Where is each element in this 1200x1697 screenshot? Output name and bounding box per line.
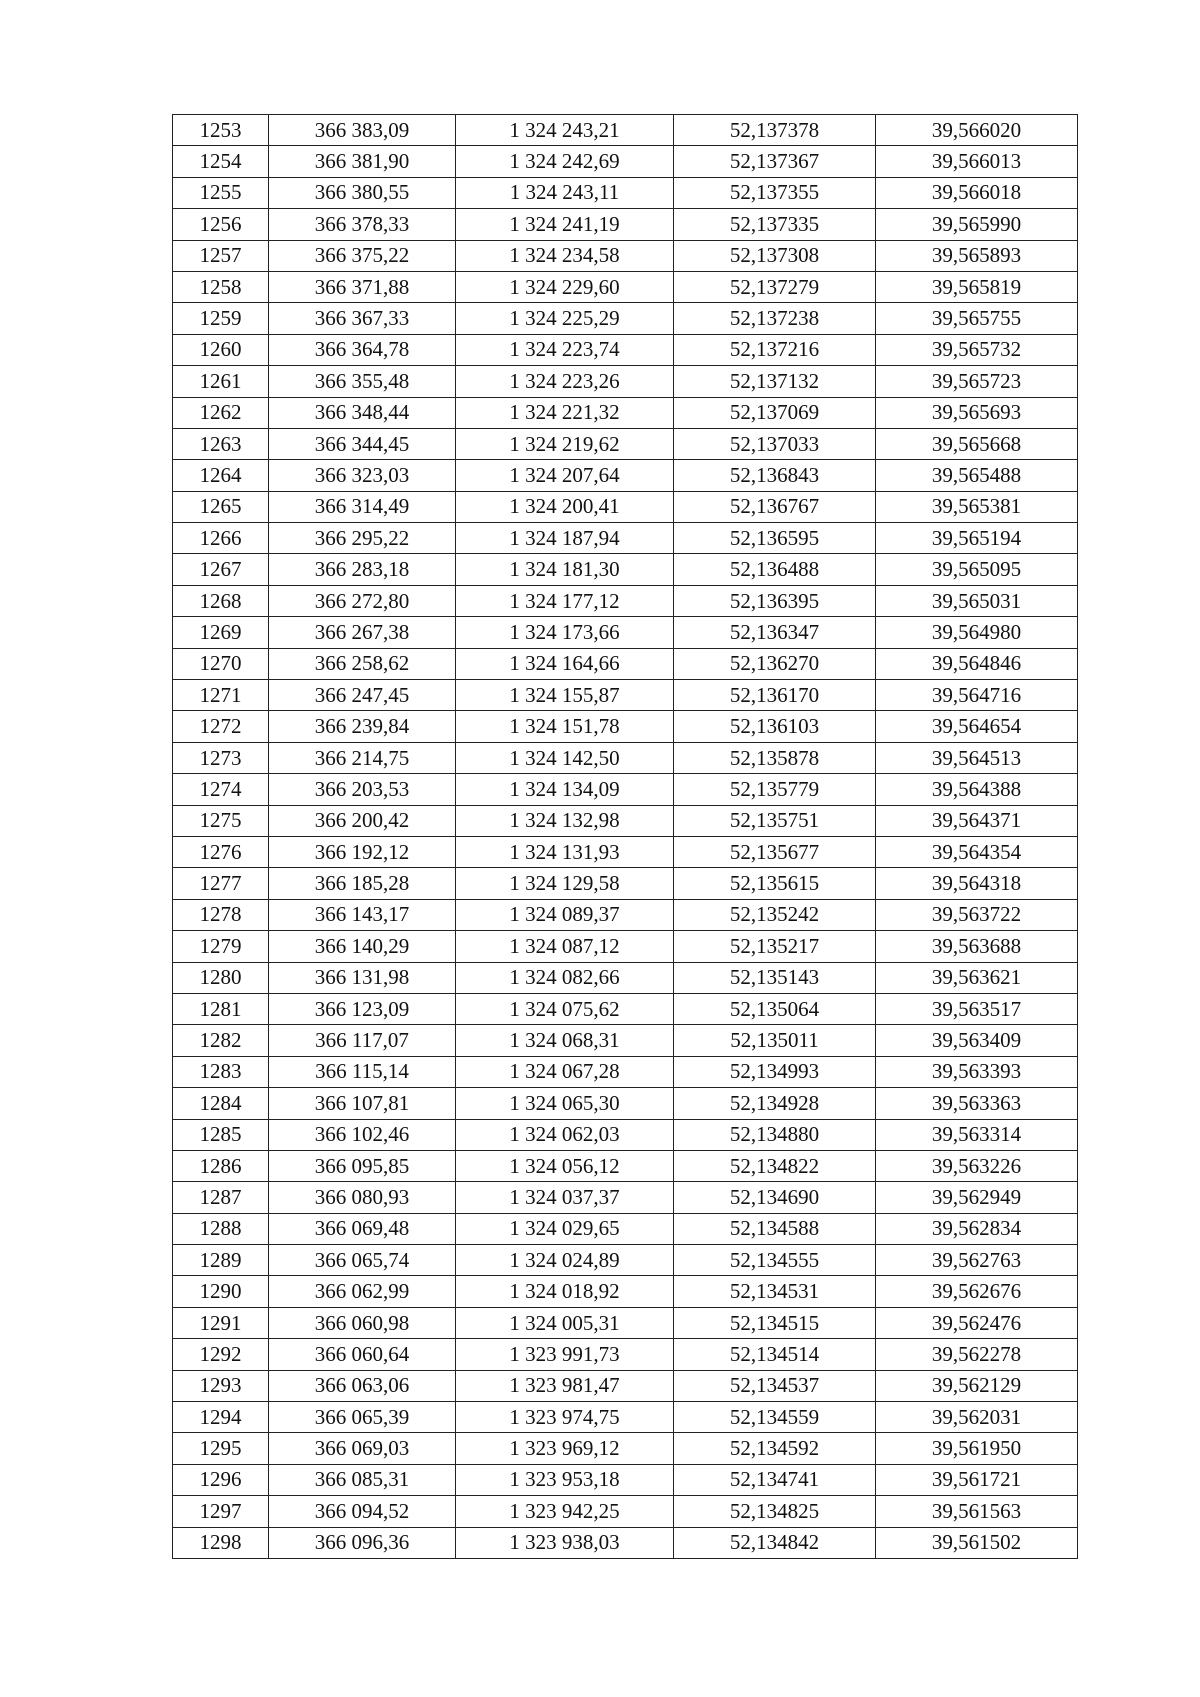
point-number-cell: 1263 — [173, 428, 269, 459]
x-coordinate-cell: 366 065,39 — [269, 1402, 456, 1433]
latitude-cell: 52,134537 — [674, 1370, 876, 1401]
longitude-cell: 39,565031 — [876, 585, 1078, 616]
point-number-cell: 1254 — [173, 146, 269, 177]
latitude-cell: 52,137308 — [674, 240, 876, 271]
longitude-cell: 39,563517 — [876, 993, 1078, 1024]
longitude-cell: 39,563621 — [876, 962, 1078, 993]
y-coordinate-cell: 1 324 225,29 — [456, 303, 674, 334]
longitude-cell: 39,564654 — [876, 711, 1078, 742]
y-coordinate-cell: 1 324 132,98 — [456, 805, 674, 836]
point-number-cell: 1275 — [173, 805, 269, 836]
latitude-cell: 52,136843 — [674, 460, 876, 491]
longitude-cell: 39,565381 — [876, 491, 1078, 522]
point-number-cell: 1270 — [173, 648, 269, 679]
table-row — [173, 1056, 1078, 1087]
y-coordinate-cell: 1 324 243,21 — [456, 115, 674, 146]
y-coordinate-cell: 1 323 991,73 — [456, 1339, 674, 1370]
latitude-cell: 52,134880 — [674, 1119, 876, 1150]
x-coordinate-cell: 366 062,99 — [269, 1276, 456, 1307]
y-coordinate-cell: 1 323 938,03 — [456, 1527, 674, 1558]
point-number-cell: 1286 — [173, 1150, 269, 1181]
y-coordinate-cell: 1 324 221,32 — [456, 397, 674, 428]
y-coordinate-cell: 1 323 974,75 — [456, 1402, 674, 1433]
latitude-cell: 52,137069 — [674, 397, 876, 428]
point-number-cell: 1282 — [173, 1025, 269, 1056]
latitude-cell: 52,134514 — [674, 1339, 876, 1370]
longitude-cell: 39,561950 — [876, 1433, 1078, 1464]
longitude-cell: 39,566018 — [876, 177, 1078, 208]
y-coordinate-cell: 1 324 207,64 — [456, 460, 674, 491]
point-number-cell: 1290 — [173, 1276, 269, 1307]
longitude-cell: 39,563393 — [876, 1056, 1078, 1087]
y-coordinate-cell: 1 324 062,03 — [456, 1119, 674, 1150]
y-coordinate-cell: 1 323 953,18 — [456, 1464, 674, 1495]
longitude-cell: 39,565095 — [876, 554, 1078, 585]
table-row — [173, 554, 1078, 585]
y-coordinate-cell: 1 324 229,60 — [456, 271, 674, 302]
longitude-cell: 39,565488 — [876, 460, 1078, 491]
x-coordinate-cell: 366 085,31 — [269, 1464, 456, 1495]
y-coordinate-cell: 1 324 134,09 — [456, 774, 674, 805]
y-coordinate-cell: 1 324 223,26 — [456, 366, 674, 397]
x-coordinate-cell: 366 378,33 — [269, 209, 456, 240]
latitude-cell: 52,134531 — [674, 1276, 876, 1307]
table-row — [173, 836, 1078, 867]
latitude-cell: 52,135217 — [674, 931, 876, 962]
point-number-cell: 1253 — [173, 115, 269, 146]
x-coordinate-cell: 366 069,03 — [269, 1433, 456, 1464]
table-row — [173, 366, 1078, 397]
y-coordinate-cell: 1 324 068,31 — [456, 1025, 674, 1056]
x-coordinate-cell: 366 094,52 — [269, 1496, 456, 1527]
y-coordinate-cell: 1 324 067,28 — [456, 1056, 674, 1087]
latitude-cell: 52,134928 — [674, 1088, 876, 1119]
point-number-cell: 1257 — [173, 240, 269, 271]
latitude-cell: 52,134588 — [674, 1213, 876, 1244]
y-coordinate-cell: 1 324 056,12 — [456, 1150, 674, 1181]
point-number-cell: 1284 — [173, 1088, 269, 1119]
longitude-cell: 39,563226 — [876, 1150, 1078, 1181]
table-row — [173, 648, 1078, 679]
longitude-cell: 39,565755 — [876, 303, 1078, 334]
latitude-cell: 52,135878 — [674, 742, 876, 773]
longitude-cell: 39,565893 — [876, 240, 1078, 271]
longitude-cell: 39,564354 — [876, 836, 1078, 867]
point-number-cell: 1262 — [173, 397, 269, 428]
latitude-cell: 52,137279 — [674, 271, 876, 302]
longitude-cell: 39,565693 — [876, 397, 1078, 428]
table-row — [173, 931, 1078, 962]
longitude-cell: 39,562834 — [876, 1213, 1078, 1244]
y-coordinate-cell: 1 324 142,50 — [456, 742, 674, 773]
table-row — [173, 1150, 1078, 1181]
y-coordinate-cell: 1 323 981,47 — [456, 1370, 674, 1401]
table-row — [173, 460, 1078, 491]
table-row — [173, 1025, 1078, 1056]
latitude-cell: 52,134515 — [674, 1307, 876, 1338]
table-row — [173, 899, 1078, 930]
point-number-cell: 1296 — [173, 1464, 269, 1495]
x-coordinate-cell: 366 200,42 — [269, 805, 456, 836]
y-coordinate-cell: 1 324 065,30 — [456, 1088, 674, 1119]
y-coordinate-cell: 1 324 075,62 — [456, 993, 674, 1024]
latitude-cell: 52,137033 — [674, 428, 876, 459]
longitude-cell: 39,564846 — [876, 648, 1078, 679]
y-coordinate-cell: 1 324 241,19 — [456, 209, 674, 240]
x-coordinate-cell: 366 107,81 — [269, 1088, 456, 1119]
longitude-cell: 39,566020 — [876, 115, 1078, 146]
latitude-cell: 52,135751 — [674, 805, 876, 836]
longitude-cell: 39,563363 — [876, 1088, 1078, 1119]
latitude-cell: 52,137132 — [674, 366, 876, 397]
latitude-cell: 52,134555 — [674, 1245, 876, 1276]
point-number-cell: 1293 — [173, 1370, 269, 1401]
latitude-cell: 52,137367 — [674, 146, 876, 177]
coordinates-table-body — [173, 115, 1078, 1559]
latitude-cell: 52,135064 — [674, 993, 876, 1024]
table-row — [173, 1307, 1078, 1338]
x-coordinate-cell: 366 095,85 — [269, 1150, 456, 1181]
x-coordinate-cell: 366 283,18 — [269, 554, 456, 585]
point-number-cell: 1298 — [173, 1527, 269, 1558]
x-coordinate-cell: 366 115,14 — [269, 1056, 456, 1087]
longitude-cell: 39,564371 — [876, 805, 1078, 836]
table-row — [173, 271, 1078, 302]
table-row — [173, 303, 1078, 334]
y-coordinate-cell: 1 324 242,69 — [456, 146, 674, 177]
point-number-cell: 1266 — [173, 523, 269, 554]
longitude-cell: 39,566013 — [876, 146, 1078, 177]
x-coordinate-cell: 366 123,09 — [269, 993, 456, 1024]
x-coordinate-cell: 366 295,22 — [269, 523, 456, 554]
latitude-cell: 52,134690 — [674, 1182, 876, 1213]
table-row — [173, 868, 1078, 899]
longitude-cell: 39,561563 — [876, 1496, 1078, 1527]
latitude-cell: 52,136170 — [674, 680, 876, 711]
point-number-cell: 1291 — [173, 1307, 269, 1338]
latitude-cell: 52,136395 — [674, 585, 876, 616]
x-coordinate-cell: 366 214,75 — [269, 742, 456, 773]
x-coordinate-cell: 366 380,55 — [269, 177, 456, 208]
point-number-cell: 1259 — [173, 303, 269, 334]
latitude-cell: 52,136488 — [674, 554, 876, 585]
longitude-cell: 39,564716 — [876, 680, 1078, 711]
table-row — [173, 240, 1078, 271]
point-number-cell: 1297 — [173, 1496, 269, 1527]
latitude-cell: 52,137335 — [674, 209, 876, 240]
latitude-cell: 52,135242 — [674, 899, 876, 930]
y-coordinate-cell: 1 324 024,89 — [456, 1245, 674, 1276]
table-row — [173, 585, 1078, 616]
point-number-cell: 1287 — [173, 1182, 269, 1213]
x-coordinate-cell: 366 381,90 — [269, 146, 456, 177]
table-row — [173, 774, 1078, 805]
longitude-cell: 39,565819 — [876, 271, 1078, 302]
latitude-cell: 52,135677 — [674, 836, 876, 867]
latitude-cell: 52,136103 — [674, 711, 876, 742]
point-number-cell: 1271 — [173, 680, 269, 711]
table-row — [173, 491, 1078, 522]
longitude-cell: 39,565194 — [876, 523, 1078, 554]
latitude-cell: 52,134825 — [674, 1496, 876, 1527]
x-coordinate-cell: 366 102,46 — [269, 1119, 456, 1150]
point-number-cell: 1267 — [173, 554, 269, 585]
x-coordinate-cell: 366 348,44 — [269, 397, 456, 428]
point-number-cell: 1283 — [173, 1056, 269, 1087]
y-coordinate-cell: 1 324 200,41 — [456, 491, 674, 522]
point-number-cell: 1278 — [173, 899, 269, 930]
point-number-cell: 1292 — [173, 1339, 269, 1370]
point-number-cell: 1261 — [173, 366, 269, 397]
longitude-cell: 39,565723 — [876, 366, 1078, 397]
x-coordinate-cell: 366 203,53 — [269, 774, 456, 805]
x-coordinate-cell: 366 383,09 — [269, 115, 456, 146]
y-coordinate-cell: 1 324 223,74 — [456, 334, 674, 365]
y-coordinate-cell: 1 324 087,12 — [456, 931, 674, 962]
longitude-cell: 39,563722 — [876, 899, 1078, 930]
x-coordinate-cell: 366 080,93 — [269, 1182, 456, 1213]
table-row — [173, 805, 1078, 836]
table-row — [173, 397, 1078, 428]
table-row — [173, 1119, 1078, 1150]
table-row — [173, 146, 1078, 177]
point-number-cell: 1279 — [173, 931, 269, 962]
point-number-cell: 1294 — [173, 1402, 269, 1433]
x-coordinate-cell: 366 143,17 — [269, 899, 456, 930]
y-coordinate-cell: 1 324 151,78 — [456, 711, 674, 742]
point-number-cell: 1276 — [173, 836, 269, 867]
latitude-cell: 52,135143 — [674, 962, 876, 993]
y-coordinate-cell: 1 324 155,87 — [456, 680, 674, 711]
longitude-cell: 39,564513 — [876, 742, 1078, 773]
longitude-cell: 39,564388 — [876, 774, 1078, 805]
point-number-cell: 1264 — [173, 460, 269, 491]
table-row — [173, 1370, 1078, 1401]
table-row — [173, 711, 1078, 742]
latitude-cell: 52,136270 — [674, 648, 876, 679]
table-row — [173, 115, 1078, 146]
table-row — [173, 1339, 1078, 1370]
table-row — [173, 1245, 1078, 1276]
x-coordinate-cell: 366 192,12 — [269, 836, 456, 867]
coordinates-table — [172, 114, 1078, 1559]
point-number-cell: 1285 — [173, 1119, 269, 1150]
point-number-cell: 1268 — [173, 585, 269, 616]
latitude-cell: 52,134993 — [674, 1056, 876, 1087]
longitude-cell: 39,563409 — [876, 1025, 1078, 1056]
point-number-cell: 1265 — [173, 491, 269, 522]
table-row — [173, 1088, 1078, 1119]
y-coordinate-cell: 1 324 018,92 — [456, 1276, 674, 1307]
longitude-cell: 39,564318 — [876, 868, 1078, 899]
longitude-cell: 39,562949 — [876, 1182, 1078, 1213]
table-row — [173, 680, 1078, 711]
latitude-cell: 52,137378 — [674, 115, 876, 146]
longitude-cell: 39,565990 — [876, 209, 1078, 240]
x-coordinate-cell: 366 060,98 — [269, 1307, 456, 1338]
x-coordinate-cell: 366 096,36 — [269, 1527, 456, 1558]
longitude-cell: 39,563688 — [876, 931, 1078, 962]
y-coordinate-cell: 1 324 129,58 — [456, 868, 674, 899]
table-row — [173, 1402, 1078, 1433]
table-row — [173, 1527, 1078, 1558]
y-coordinate-cell: 1 324 029,65 — [456, 1213, 674, 1244]
x-coordinate-cell: 366 371,88 — [269, 271, 456, 302]
latitude-cell: 52,134592 — [674, 1433, 876, 1464]
table-row — [173, 1464, 1078, 1495]
point-number-cell: 1277 — [173, 868, 269, 899]
latitude-cell: 52,137216 — [674, 334, 876, 365]
point-number-cell: 1255 — [173, 177, 269, 208]
y-coordinate-cell: 1 323 942,25 — [456, 1496, 674, 1527]
x-coordinate-cell: 366 375,22 — [269, 240, 456, 271]
latitude-cell: 52,135011 — [674, 1025, 876, 1056]
point-number-cell: 1295 — [173, 1433, 269, 1464]
longitude-cell: 39,562031 — [876, 1402, 1078, 1433]
longitude-cell: 39,562278 — [876, 1339, 1078, 1370]
longitude-cell: 39,562676 — [876, 1276, 1078, 1307]
longitude-cell: 39,561502 — [876, 1527, 1078, 1558]
y-coordinate-cell: 1 324 037,37 — [456, 1182, 674, 1213]
longitude-cell: 39,562763 — [876, 1245, 1078, 1276]
x-coordinate-cell: 366 117,07 — [269, 1025, 456, 1056]
table-row — [173, 1276, 1078, 1307]
latitude-cell: 52,135779 — [674, 774, 876, 805]
longitude-cell: 39,564980 — [876, 617, 1078, 648]
latitude-cell: 52,134559 — [674, 1402, 876, 1433]
y-coordinate-cell: 1 324 187,94 — [456, 523, 674, 554]
y-coordinate-cell: 1 324 219,62 — [456, 428, 674, 459]
table-row — [173, 1182, 1078, 1213]
x-coordinate-cell: 366 272,80 — [269, 585, 456, 616]
table-row — [173, 209, 1078, 240]
point-number-cell: 1273 — [173, 742, 269, 773]
x-coordinate-cell: 366 364,78 — [269, 334, 456, 365]
x-coordinate-cell: 366 239,84 — [269, 711, 456, 742]
table-row — [173, 428, 1078, 459]
latitude-cell: 52,134822 — [674, 1150, 876, 1181]
y-coordinate-cell: 1 324 243,11 — [456, 177, 674, 208]
x-coordinate-cell: 366 323,03 — [269, 460, 456, 491]
longitude-cell: 39,561721 — [876, 1464, 1078, 1495]
table-row — [173, 1496, 1078, 1527]
x-coordinate-cell: 366 344,45 — [269, 428, 456, 459]
table-row — [173, 962, 1078, 993]
point-number-cell: 1272 — [173, 711, 269, 742]
latitude-cell: 52,134842 — [674, 1527, 876, 1558]
table-row — [173, 1213, 1078, 1244]
table-row — [173, 523, 1078, 554]
y-coordinate-cell: 1 323 969,12 — [456, 1433, 674, 1464]
point-number-cell: 1256 — [173, 209, 269, 240]
x-coordinate-cell: 366 247,45 — [269, 680, 456, 711]
longitude-cell: 39,562129 — [876, 1370, 1078, 1401]
x-coordinate-cell: 366 060,64 — [269, 1339, 456, 1370]
longitude-cell: 39,565668 — [876, 428, 1078, 459]
longitude-cell: 39,562476 — [876, 1307, 1078, 1338]
x-coordinate-cell: 366 258,62 — [269, 648, 456, 679]
latitude-cell: 52,136595 — [674, 523, 876, 554]
longitude-cell: 39,565732 — [876, 334, 1078, 365]
point-number-cell: 1269 — [173, 617, 269, 648]
table-row — [173, 177, 1078, 208]
table-row — [173, 617, 1078, 648]
y-coordinate-cell: 1 324 082,66 — [456, 962, 674, 993]
y-coordinate-cell: 1 324 089,37 — [456, 899, 674, 930]
table-row — [173, 1433, 1078, 1464]
y-coordinate-cell: 1 324 173,66 — [456, 617, 674, 648]
x-coordinate-cell: 366 063,06 — [269, 1370, 456, 1401]
x-coordinate-cell: 366 069,48 — [269, 1213, 456, 1244]
y-coordinate-cell: 1 324 005,31 — [456, 1307, 674, 1338]
y-coordinate-cell: 1 324 234,58 — [456, 240, 674, 271]
point-number-cell: 1260 — [173, 334, 269, 365]
table-row — [173, 993, 1078, 1024]
x-coordinate-cell: 366 367,33 — [269, 303, 456, 334]
x-coordinate-cell: 366 355,48 — [269, 366, 456, 397]
latitude-cell: 52,137238 — [674, 303, 876, 334]
table-row — [173, 334, 1078, 365]
latitude-cell: 52,136347 — [674, 617, 876, 648]
x-coordinate-cell: 366 267,38 — [269, 617, 456, 648]
latitude-cell: 52,134741 — [674, 1464, 876, 1495]
longitude-cell: 39,563314 — [876, 1119, 1078, 1150]
point-number-cell: 1274 — [173, 774, 269, 805]
point-number-cell: 1258 — [173, 271, 269, 302]
latitude-cell: 52,137355 — [674, 177, 876, 208]
x-coordinate-cell: 366 065,74 — [269, 1245, 456, 1276]
latitude-cell: 52,136767 — [674, 491, 876, 522]
x-coordinate-cell: 366 185,28 — [269, 868, 456, 899]
point-number-cell: 1281 — [173, 993, 269, 1024]
table-row — [173, 742, 1078, 773]
x-coordinate-cell: 366 314,49 — [269, 491, 456, 522]
y-coordinate-cell: 1 324 164,66 — [456, 648, 674, 679]
point-number-cell: 1280 — [173, 962, 269, 993]
x-coordinate-cell: 366 140,29 — [269, 931, 456, 962]
y-coordinate-cell: 1 324 131,93 — [456, 836, 674, 867]
y-coordinate-cell: 1 324 177,12 — [456, 585, 674, 616]
point-number-cell: 1288 — [173, 1213, 269, 1244]
x-coordinate-cell: 366 131,98 — [269, 962, 456, 993]
y-coordinate-cell: 1 324 181,30 — [456, 554, 674, 585]
point-number-cell: 1289 — [173, 1245, 269, 1276]
latitude-cell: 52,135615 — [674, 868, 876, 899]
